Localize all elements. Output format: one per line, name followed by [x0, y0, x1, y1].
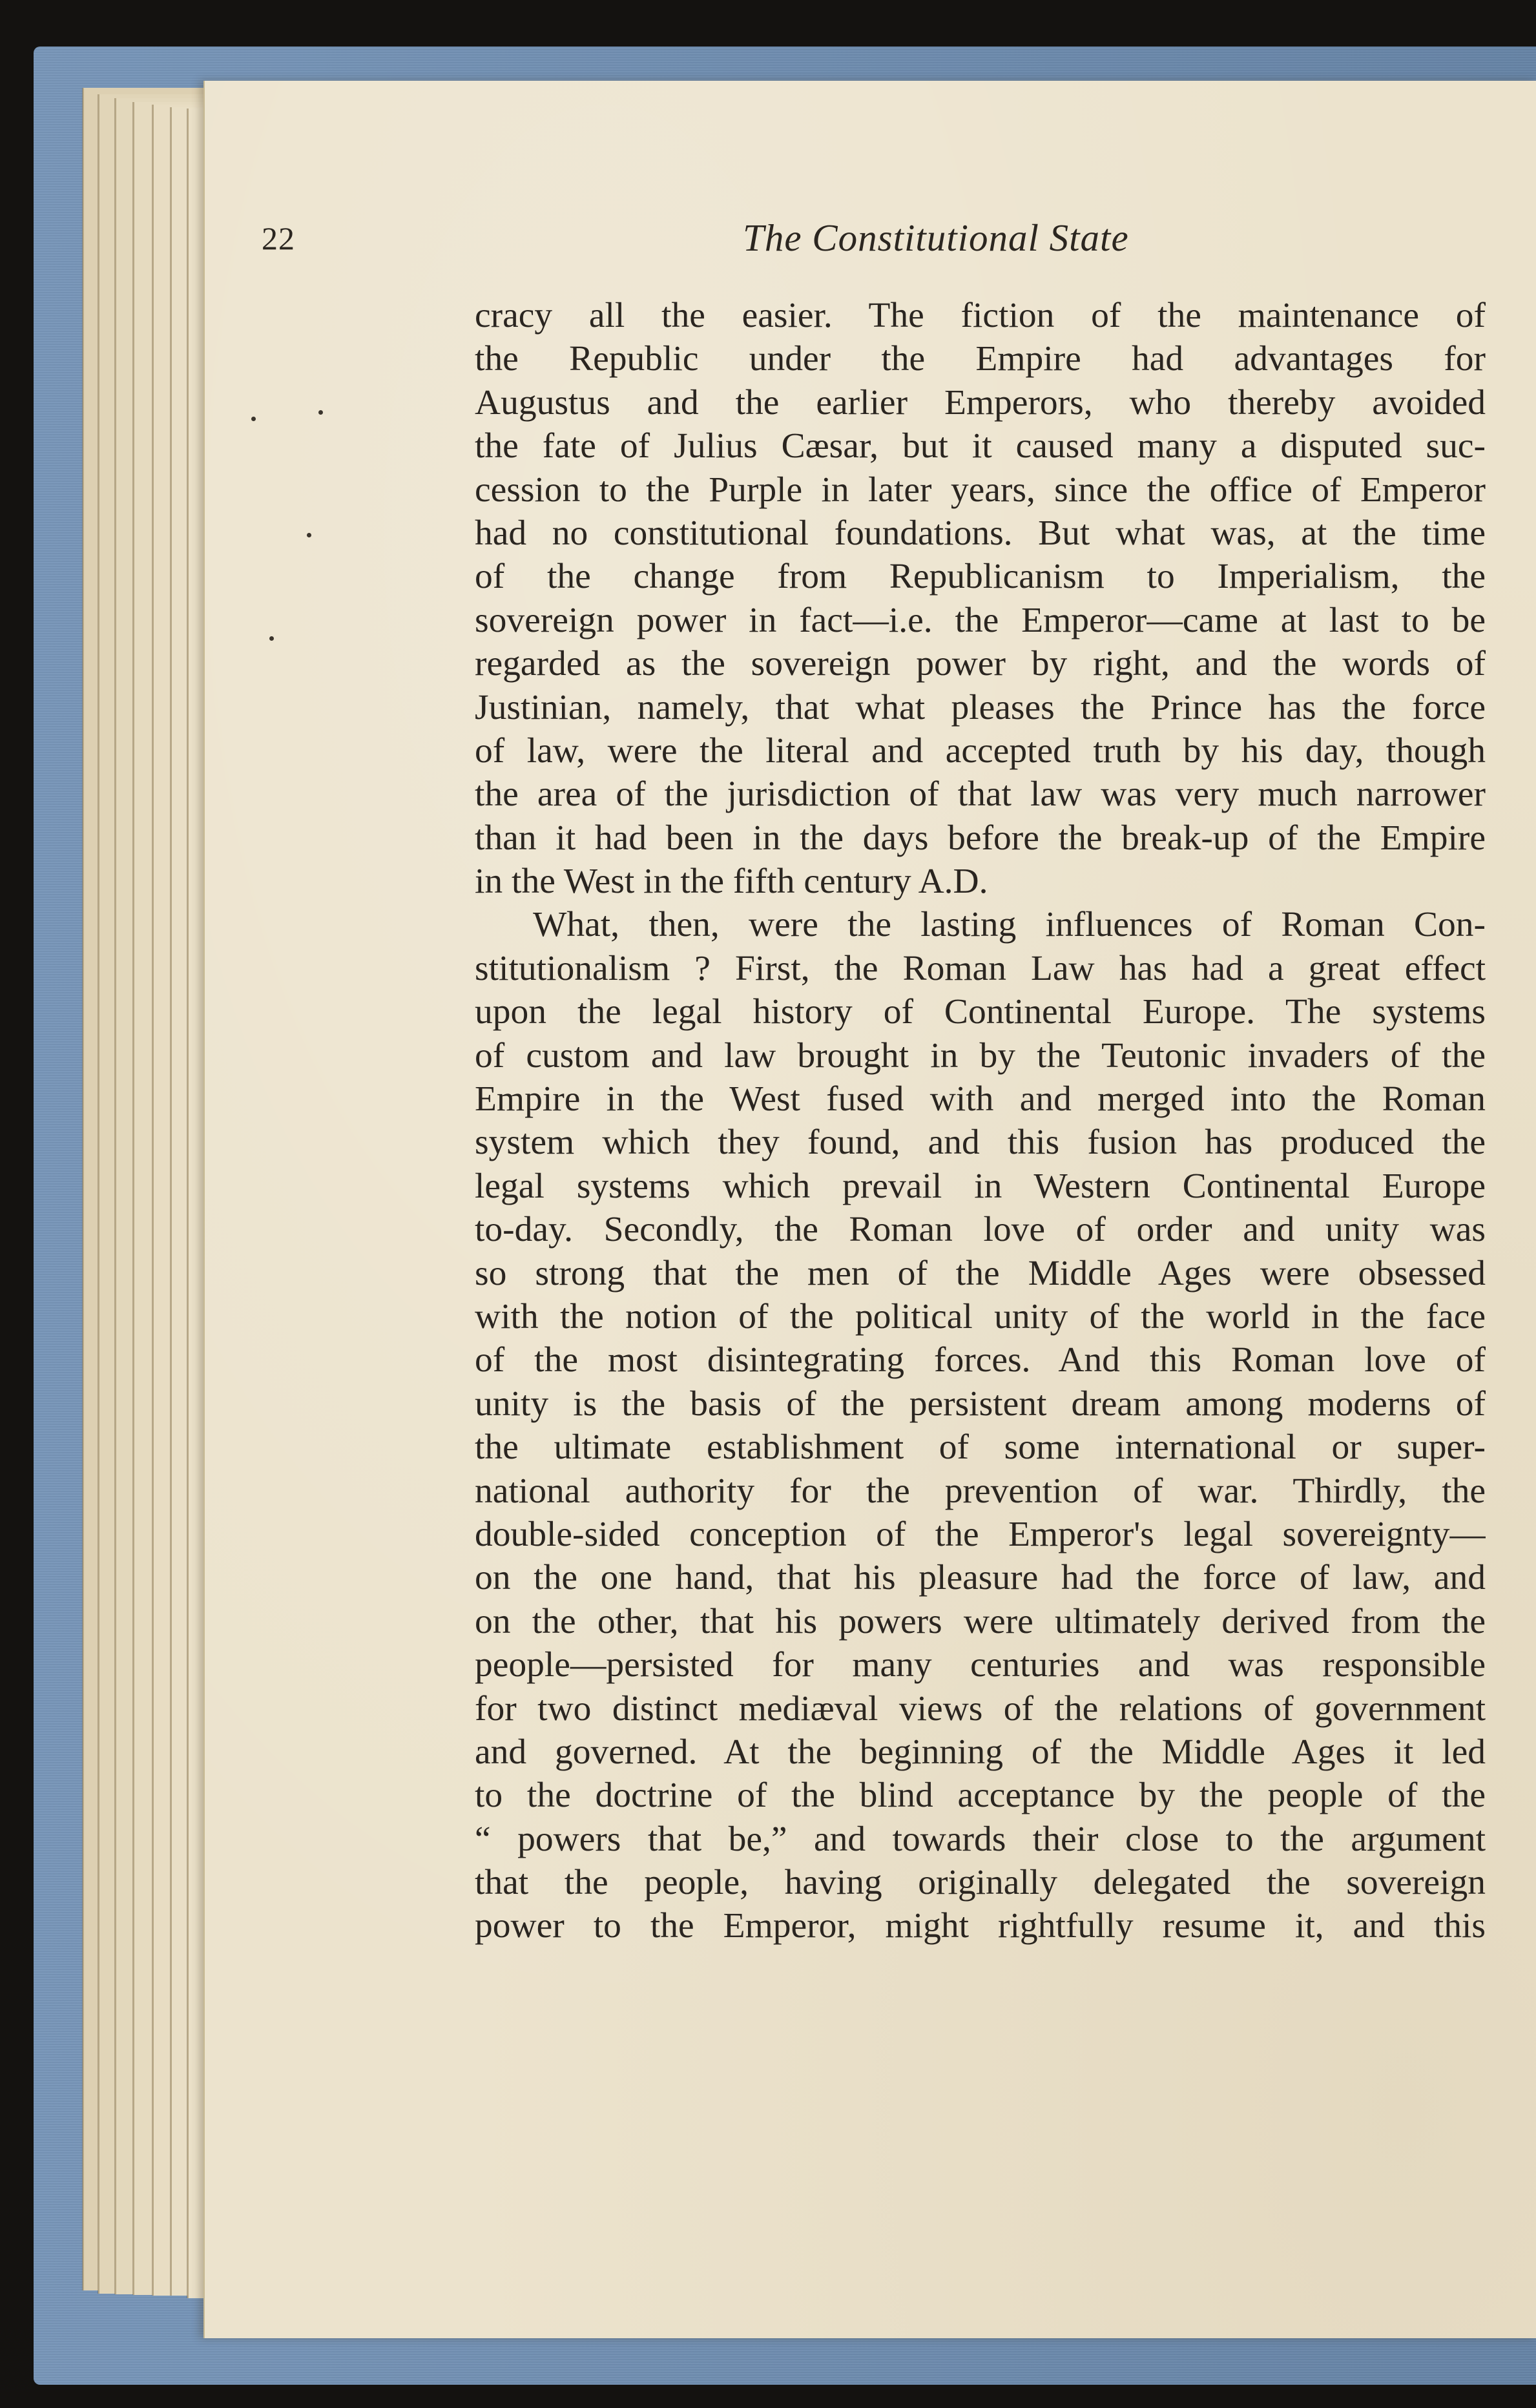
- text-line: the Republic under the Empire had advantages for: [475, 339, 1486, 379]
- text-line: of custom and law brought in by the Teutonic invaders of the: [475, 1035, 1486, 1075]
- text-line: power to the Emperor, might rightfully resume it, and this: [475, 1906, 1486, 1946]
- text-line: legal systems which prevail in Western Continental Europe: [475, 1166, 1486, 1206]
- text-line: on the one hand, that his pleasure had the force of law, and: [475, 1558, 1486, 1598]
- text-line: in the West in the fifth century A.D.: [475, 862, 988, 902]
- text-line: so strong that the men of the Middle Ages were obsessed: [475, 1253, 1486, 1293]
- text-line: of the most disintegrating forces. And this Roman love of: [475, 1340, 1486, 1380]
- page-heading: The Constitutional State: [743, 216, 1129, 259]
- text-line: of law, were the literal and accepted truth by his day, though: [475, 731, 1486, 771]
- text-line: What, then, were the lasting influences of Roman Con-: [533, 905, 1486, 945]
- text-line: of the change from Republicanism to Imperialism, the: [475, 557, 1486, 597]
- text-line: upon the legal history of Continental Europe. The systems: [475, 992, 1486, 1032]
- text-line: the fate of Julius Cæsar, but it caused many a disputed suc-: [475, 426, 1486, 466]
- text-line: “ powers that be,” and towards their close to the argument: [475, 1819, 1486, 1859]
- text-line: the area of the jurisdiction of that law was very much narrower: [475, 774, 1486, 815]
- text-line: people—persisted for many centuries and was responsible: [475, 1645, 1486, 1685]
- text-line: stitutionalism ? First, the Roman Law has had a great effect: [475, 948, 1486, 988]
- ink-speck: [269, 636, 274, 641]
- text-line: with the notion of the political unity of the world in the face: [475, 1296, 1486, 1336]
- text-line: unity is the basis of the persistent dream among moderns of: [475, 1384, 1486, 1424]
- text-line: cracy all the easier. The fiction of the maintenance of: [475, 296, 1486, 335]
- text-line: to the doctrine of the blind acceptance by the people of the: [475, 1776, 1486, 1816]
- text-line: cession to the Purple in later years, since the office of Emperor: [475, 470, 1486, 510]
- running-head: [262, 208, 1469, 260]
- ink-speck: [307, 533, 311, 537]
- text-line: that the people, having originally delegated the sovereign: [475, 1863, 1486, 1903]
- body-text: [475, 294, 1486, 1948]
- text-line: system which they found, and this fusion has produced the: [475, 1123, 1486, 1163]
- text-line: Empire in the West fused with and merged into the Roman: [475, 1079, 1486, 1119]
- text-line: Augustus and the earlier Emperors, who thereby avoided: [475, 382, 1486, 422]
- text-line: regarded as the sovereign power by right, and the words of: [475, 644, 1486, 684]
- text-line: Justinian, namely, that what pleases the Prince has the force: [475, 687, 1486, 727]
- text-line: had no constitutional foundations. But what was, at the time: [475, 513, 1486, 553]
- text-line: on the other, that his powers were ultimately derived from the: [475, 1601, 1486, 1641]
- text-line: national authority for the prevention of war. Thirdly, the: [475, 1471, 1486, 1511]
- text-line: the ultimate establishment of some international or super-: [475, 1427, 1486, 1468]
- text-line: than it had been in the days before the break-up of the Empire: [475, 818, 1486, 858]
- text-line: sovereign power in fact—i.e. the Emperor—came at last to be: [475, 600, 1486, 640]
- ink-speck: [318, 410, 323, 415]
- text-line: double-sided conception of the Emperor's legal sovereignty—: [475, 1514, 1486, 1554]
- ink-speck: [251, 417, 256, 421]
- text-line: for two distinct mediæval views of the relations of government: [475, 1688, 1486, 1728]
- text-line: and governed. At the beginning of the Middle Ages it led: [475, 1732, 1486, 1772]
- page-number: 22: [262, 220, 295, 256]
- text-line: to-day. Secondly, the Roman love of order and unity was: [475, 1210, 1486, 1250]
